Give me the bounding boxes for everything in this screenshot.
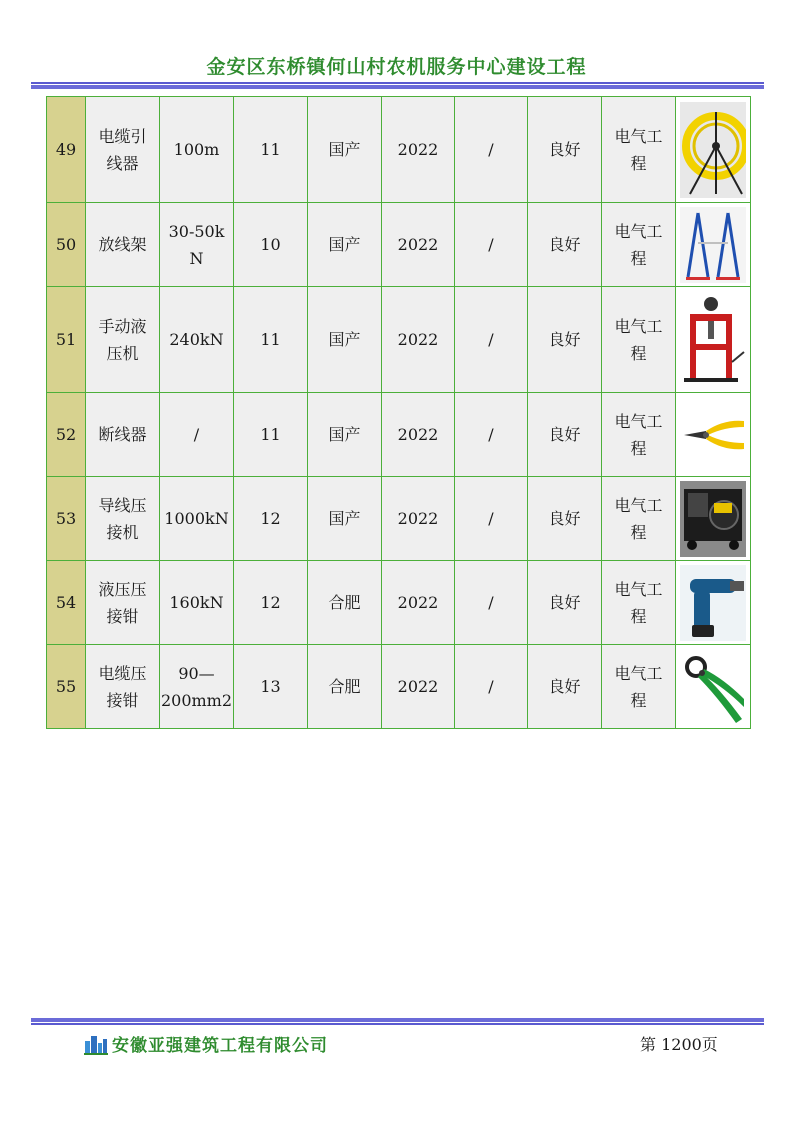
row-number: 52 — [47, 393, 86, 477]
row-number: 51 — [47, 287, 86, 393]
cell-line: 电气工 — [614, 126, 663, 146]
cell-line: 断线器 — [98, 425, 147, 444]
equipment-usage — [602, 393, 676, 477]
equipment-spec — [160, 287, 234, 393]
table-row — [47, 287, 751, 393]
cell-line: 程 — [630, 248, 647, 268]
cell-line: 接钳 — [106, 690, 139, 710]
cell-line: 240kN — [169, 330, 224, 349]
cell-line: 程 — [630, 343, 647, 363]
equipment-usage — [602, 561, 676, 645]
cable-crimping-plier-image — [680, 649, 746, 725]
hydraulic-press-image — [680, 292, 746, 388]
cell-line: 电缆引 — [98, 126, 147, 146]
equipment-usage — [602, 645, 676, 729]
cell-line: 电气工 — [614, 495, 663, 515]
equipment-spec — [160, 203, 234, 287]
cell-line: 30-50k — [168, 221, 225, 241]
equipment-year: 2022 — [382, 203, 455, 287]
equipment-power: / — [455, 393, 528, 477]
equipment-status: 良好 — [528, 645, 602, 729]
row-number: 53 — [47, 477, 86, 561]
cell-line: 液压压 — [98, 579, 147, 599]
equipment-name — [86, 287, 160, 393]
cell-line: 线器 — [106, 153, 139, 173]
equipment-power: / — [455, 203, 528, 287]
page-number: 第 1200页 — [640, 1035, 718, 1054]
cell-line: / — [193, 425, 200, 444]
equipment-origin: 国产 — [308, 287, 382, 393]
equipment-name — [86, 561, 160, 645]
cell-line: 电气工 — [614, 411, 663, 431]
cell-line: 手动液 — [98, 316, 147, 336]
equipment-spec — [160, 393, 234, 477]
equipment-quantity: 11 — [234, 393, 308, 477]
table-row — [47, 393, 751, 477]
cell-line: 电气工 — [614, 579, 663, 599]
cell-line: 程 — [630, 522, 647, 542]
equipment-name — [86, 645, 160, 729]
equipment-quantity: 12 — [234, 561, 308, 645]
equipment-year: 2022 — [382, 97, 455, 203]
equipment-status: 良好 — [528, 477, 602, 561]
equipment-usage — [602, 203, 676, 287]
equipment-usage — [602, 287, 676, 393]
row-number: 54 — [47, 561, 86, 645]
equipment-quantity: 13 — [234, 645, 308, 729]
page-title: 金安区东桥镇何山村农机服务中心建设工程 — [206, 56, 587, 78]
company-name: 安徽亚强建筑工程有限公司 — [112, 1036, 328, 1056]
equipment-power: / — [455, 287, 528, 393]
cell-line: 90— — [178, 663, 215, 683]
cell-line: 导线压 — [98, 495, 147, 515]
equipment-usage — [602, 97, 676, 203]
table-row — [47, 561, 751, 645]
cell-line: 电气工 — [614, 316, 663, 336]
cell-line: 1000kN — [164, 509, 229, 528]
footer-company — [84, 1031, 328, 1056]
cell-line: 100m — [173, 140, 220, 159]
equipment-photo — [676, 645, 751, 729]
cell-line: 程 — [630, 438, 647, 458]
equipment-status: 良好 — [528, 393, 602, 477]
row-number: 49 — [47, 97, 86, 203]
cell-line: 200mm2 — [160, 690, 233, 710]
cell-line: 电气工 — [614, 663, 663, 683]
company-logo-icon — [84, 1033, 108, 1055]
equipment-quantity: 11 — [234, 97, 308, 203]
table-row — [47, 97, 751, 203]
equipment-quantity: 12 — [234, 477, 308, 561]
cell-line: N — [189, 248, 204, 268]
equipment-table — [46, 96, 751, 729]
equipment-photo — [676, 203, 751, 287]
equipment-power: / — [455, 477, 528, 561]
equipment-year: 2022 — [382, 561, 455, 645]
cell-line: 160kN — [169, 593, 224, 612]
cell-line: 电气工 — [614, 221, 663, 241]
equipment-status: 良好 — [528, 203, 602, 287]
equipment-quantity: 11 — [234, 287, 308, 393]
equipment-origin: 国产 — [308, 203, 382, 287]
equipment-status: 良好 — [528, 561, 602, 645]
equipment-spec — [160, 477, 234, 561]
equipment-year: 2022 — [382, 393, 455, 477]
equipment-photo — [676, 393, 751, 477]
table-row — [47, 645, 751, 729]
header-rule — [31, 82, 764, 89]
equipment-spec — [160, 97, 234, 203]
cell-line: 程 — [630, 690, 647, 710]
equipment-photo — [676, 97, 751, 203]
row-number: 55 — [47, 645, 86, 729]
equipment-origin: 合肥 — [308, 645, 382, 729]
equipment-name — [86, 203, 160, 287]
equipment-name — [86, 393, 160, 477]
cell-line: 电缆压 — [98, 663, 147, 683]
hydraulic-crimping-tool-image — [680, 565, 746, 641]
equipment-power: / — [455, 97, 528, 203]
equipment-quantity: 10 — [234, 203, 308, 287]
equipment-spec — [160, 561, 234, 645]
table-row — [47, 477, 751, 561]
cable-drum-stand-image — [680, 207, 746, 283]
cable-puller-reel-image — [680, 102, 746, 198]
equipment-name — [86, 97, 160, 203]
equipment-status: 良好 — [528, 287, 602, 393]
equipment-power: / — [455, 645, 528, 729]
cell-line: 压机 — [106, 343, 139, 363]
footer-rule — [31, 1018, 764, 1025]
equipment-origin: 合肥 — [308, 561, 382, 645]
equipment-origin: 国产 — [308, 477, 382, 561]
table-row — [47, 203, 751, 287]
equipment-year: 2022 — [382, 477, 455, 561]
equipment-name — [86, 477, 160, 561]
equipment-origin: 国产 — [308, 393, 382, 477]
row-number: 50 — [47, 203, 86, 287]
equipment-photo — [676, 561, 751, 645]
cell-line: 接机 — [106, 522, 139, 542]
equipment-year: 2022 — [382, 645, 455, 729]
equipment-year: 2022 — [382, 287, 455, 393]
equipment-photo — [676, 477, 751, 561]
equipment-power: / — [455, 561, 528, 645]
cell-line: 程 — [630, 606, 647, 626]
equipment-origin: 国产 — [308, 97, 382, 203]
equipment-spec — [160, 645, 234, 729]
equipment-usage — [602, 477, 676, 561]
cell-line: 程 — [630, 153, 647, 173]
wire-crimping-machine-image — [680, 481, 746, 557]
equipment-status: 良好 — [528, 97, 602, 203]
cell-line: 接钳 — [106, 606, 139, 626]
equipment-photo — [676, 287, 751, 393]
cell-line: 放线架 — [98, 235, 147, 254]
wire-cutter-image — [680, 405, 746, 465]
